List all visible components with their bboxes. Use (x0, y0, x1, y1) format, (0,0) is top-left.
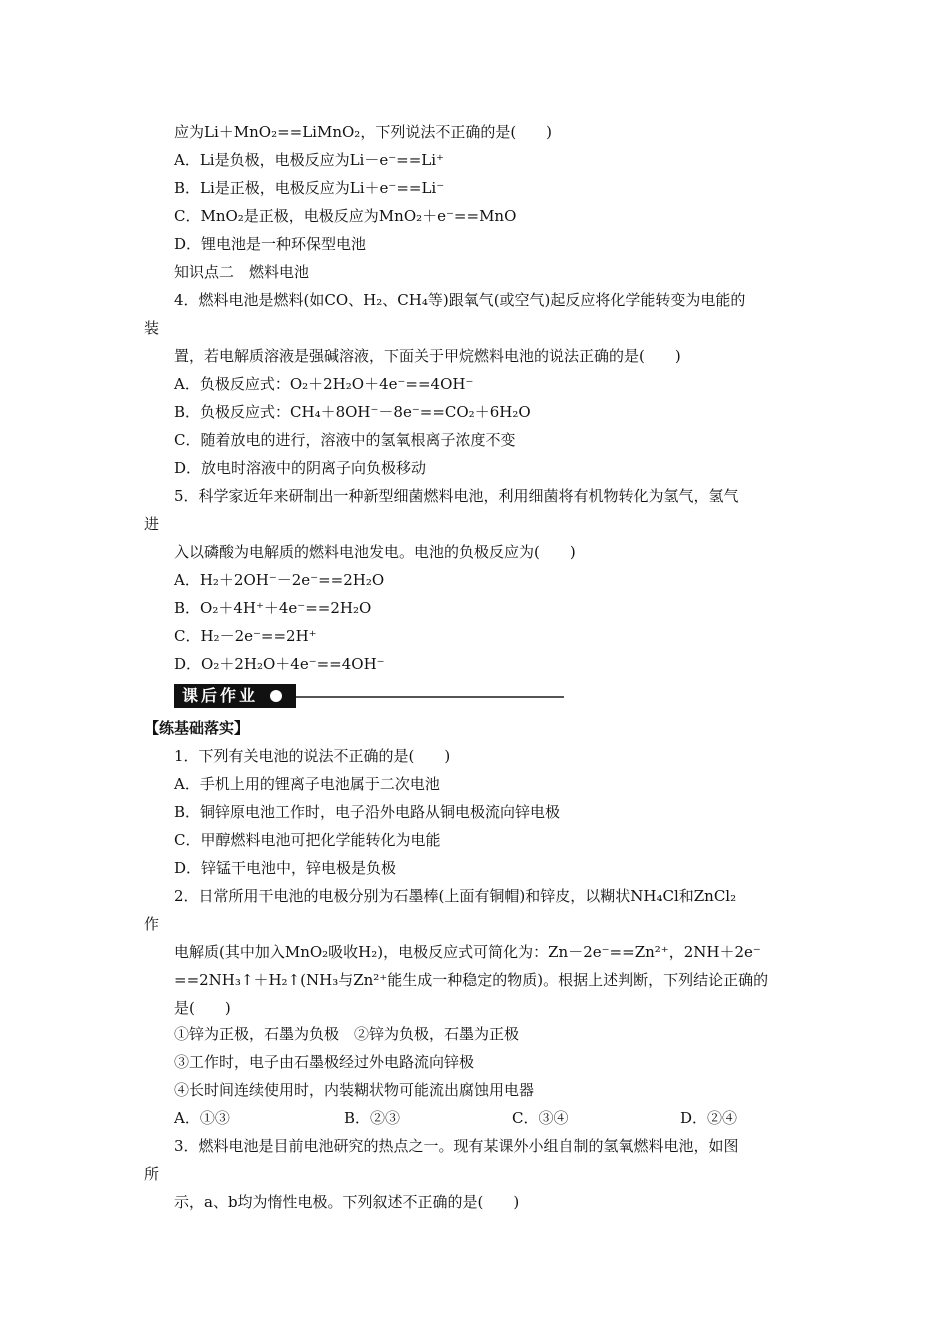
option-line: B．负极反应式：CH₄＋8OH⁻－8e⁻==CO₂＋6H₂O (174, 403, 531, 421)
option-line: D．O₂＋2H₂O＋4e⁻==4OH⁻ (174, 655, 385, 673)
section-heading: 知识点二 燃料电池 (174, 263, 310, 281)
wrap-char: 作 (144, 915, 160, 933)
option-line: A．负极反应式：O₂＋2H₂O＋4e⁻==4OH⁻ (174, 375, 474, 393)
question-line: 入以磷酸为电解质的燃料电池发电。电池的负极反应为( ) (174, 543, 576, 561)
question-line: 示，a、b均为惰性电极。下列叙述不正确的是( ) (174, 1193, 520, 1211)
banner-label: 课后作业 (174, 684, 296, 708)
option-line: C．甲醇燃料电池可把化学能转化为电能 (174, 831, 441, 849)
question-line: 5．科学家近年来研制出一种新型细菌燃料电池，利用细菌将有机物转化为氢气，氢气 (174, 487, 739, 505)
option-line: A．手机上用的锂离子电池属于二次电池 (174, 775, 440, 793)
option-line: D．锌锰干电池中，锌电极是负极 (174, 859, 397, 877)
option-line: B．Li是正极，电极反应为Li＋e⁻==Li⁻ (174, 179, 445, 197)
banner-rule (296, 696, 564, 698)
question-line: 置，若电解质溶液是强碱溶液，下面关于甲烷燃料电池的说法正确的是( ) (174, 347, 681, 365)
wrap-char: 所 (144, 1165, 160, 1183)
wrap-char: 进 (144, 515, 160, 533)
statement-line: ①锌为正极，石墨为负极 ②锌为负极，石墨为正极 (174, 1025, 520, 1043)
text-line: 应为Li＋MnO₂==LiMnO₂，下列说法不正确的是( ) (174, 123, 553, 141)
question-line: 是( ) (174, 999, 231, 1017)
option-line: D．放电时溶液中的阴离子向负极移动 (174, 459, 427, 477)
option-d: D．②④ (680, 1109, 738, 1127)
question-line: 4．燃料电池是燃料(如CO、H₂、CH₄等)跟氧气(或空气)起反应将化学能转变为电能的 (174, 291, 746, 309)
question-line: 电解质(其中加入MnO₂吸收H₂)，电极反应式可简化为：Zn－2e⁻==Zn²⁺，2NH＋2e⁻ (174, 943, 761, 961)
question-line: 2．日常所用干电池的电极分别为石墨棒(上面有铜帽)和锌皮，以糊状NH₄Cl和ZnCl₂ (174, 887, 737, 905)
option-line: C．MnO₂是正极，电极反应为MnO₂＋e⁻==MnO (174, 207, 517, 225)
wrap-char: 装 (144, 319, 160, 337)
banner-dot-icon (270, 690, 282, 702)
subsection-heading: 【练基础落实】 (144, 719, 250, 737)
statement-line: ③工作时，电子由石墨极经过外电路流向锌极 (174, 1053, 475, 1071)
statement-line: ④长时间连续使用时，内装糊状物可能流出腐蚀用电器 (174, 1081, 535, 1099)
option-b: B．②③ (344, 1109, 401, 1127)
option-line: B．O₂＋4H⁺＋4e⁻==2H₂O (174, 599, 372, 617)
section-banner (174, 684, 564, 708)
option-c: C．③④ (512, 1109, 569, 1127)
option-line: C．随着放电的进行，溶液中的氢氧根离子浓度不变 (174, 431, 516, 449)
option-line: B．铜锌原电池工作时，电子沿外电路从铜电极流向锌电极 (174, 803, 561, 821)
option-line: A．H₂＋2OH⁻－2e⁻==2H₂O (174, 571, 385, 589)
question-line: 1．下列有关电池的说法不正确的是( ) (174, 747, 451, 765)
option-line: C．H₂－2e⁻==2H⁺ (174, 627, 317, 645)
option-line: D．锂电池是一种环保型电池 (174, 235, 367, 253)
option-a: A．①③ (174, 1109, 230, 1127)
question-line: ==2NH₃↑＋H₂↑(NH₃与Zn²⁺能生成一种稳定的物质)。根据上述判断，下列结论正确的 (174, 971, 769, 989)
question-line: 3．燃料电池是目前电池研究的热点之一。现有某课外小组自制的氢氧燃料电池，如图 (174, 1137, 739, 1155)
option-line: A．Li是负极，电极反应为Li－e⁻==Li⁺ (174, 151, 444, 169)
